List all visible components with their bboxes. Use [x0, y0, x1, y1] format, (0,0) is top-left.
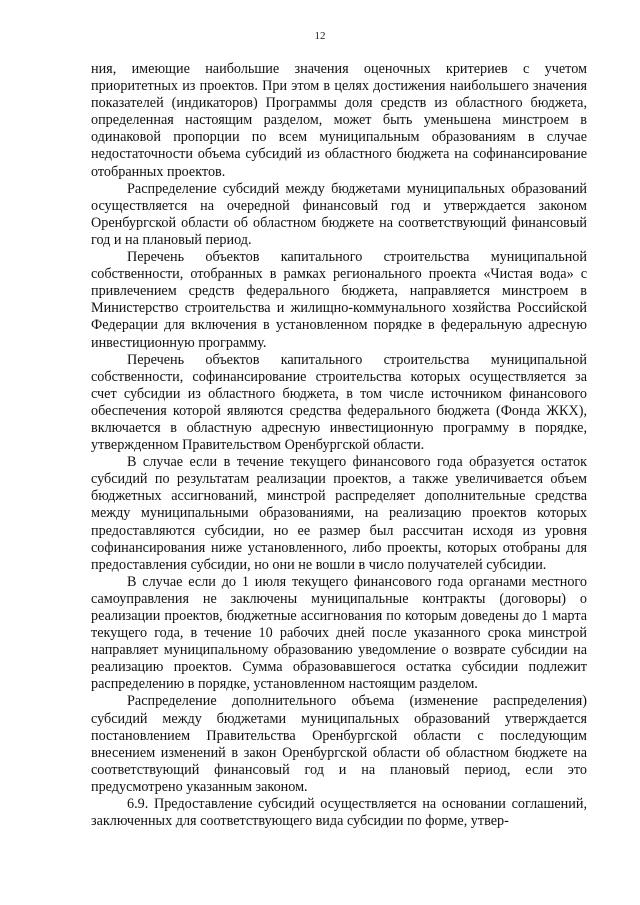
paragraph-5: В случае если в течение текущего финансового года образуется остаток субсидий по результатам реализации проектов, а также увеличивается объем бюджетных ассигнований, минстрой распределяет дополнительные средства между муниципальными образованиями, на реализацию проектов которых предоставляются субсидии, но ее размер был рассчитан исходя из уровня софинансирования ниже установленного, либо проекты, которых отобраны для предоставления субсидии, но они не вошли в число получателей субсидии. — [91, 454, 587, 573]
paragraph-4: Перечень объектов капитального строительства муниципальной собственности, софинансирование строительства которых осуществляется за счет субсидии из областного бюджета, в том числе источником финансового обеспечения которой являются средства федерального бюджета (Фонда ЖКХ), включается в областную адресную инвестиционную программу в порядке, утвержденном Правительством Оренбургской области. — [91, 351, 587, 454]
page-number: 12 — [314, 30, 326, 42]
document-body — [91, 61, 587, 830]
paragraph-1: ния, имеющие наибольшие значения оценочных критериев с учетом приоритетных из проектов. При этом в целях достижения наибольшего значения показателей (индикаторов) Программы доля средств из областного бюджета, определенная настоящим разделом, может быть уменьшена минстроем в одинаковой пропорции по всем муниципальным образованиям в случае недостаточности объема субсидий из областного бюджета на софинансирование отобранных проектов. — [91, 61, 587, 180]
paragraph-3: Перечень объектов капитального строительства муниципальной собственности, отобранных в рамках регионального проекта «Чистая вода» с привлечением средств федерального бюджета, направляется минстроем в Министерство строительства и жилищно-коммунального хозяйства Российской Федерации для включения в установленном порядке в федеральную адресную инвестиционную программу. — [91, 249, 587, 351]
paragraph-8: 6.9. Предоставление субсидий осуществляется на основании соглашений, заключенных для соответствующего вида субсидии по форме, утвер- — [91, 796, 587, 830]
paragraph-7: Распределение дополнительного объема (изменение распределения) субсидий между бюджетами муниципальных образований утверждается постановлением Правительства Оренбургской области с последующим внесением изменений в закон Оренбургской области об областном бюджете на соответствующий финансовый год и на плановый период, если это предусмотрено указанным законом. — [91, 693, 587, 795]
paragraph-2: Распределение субсидий между бюджетами муниципальных образований осуществляется на очередной финансовый год и утверждается законом Оренбургской области об областном бюджете на соответствующий финансовый год и на плановый период. — [91, 180, 587, 248]
paragraph-6: В случае если до 1 июля текущего финансового года органами местного самоуправления не заключены муниципальные контракты (договоры) о реализации проектов, бюджетные ассигнования по которым доведены до 1 марта текущего года, в течение 10 рабочих дней после указанного срока минстрой направляет муниципальному образованию уведомление о возврате субсидии на реализацию проектов. Сумма образовавшегося остатка субсидии подлежит распределению в порядке, установленном настоящим разделом. — [91, 573, 587, 693]
